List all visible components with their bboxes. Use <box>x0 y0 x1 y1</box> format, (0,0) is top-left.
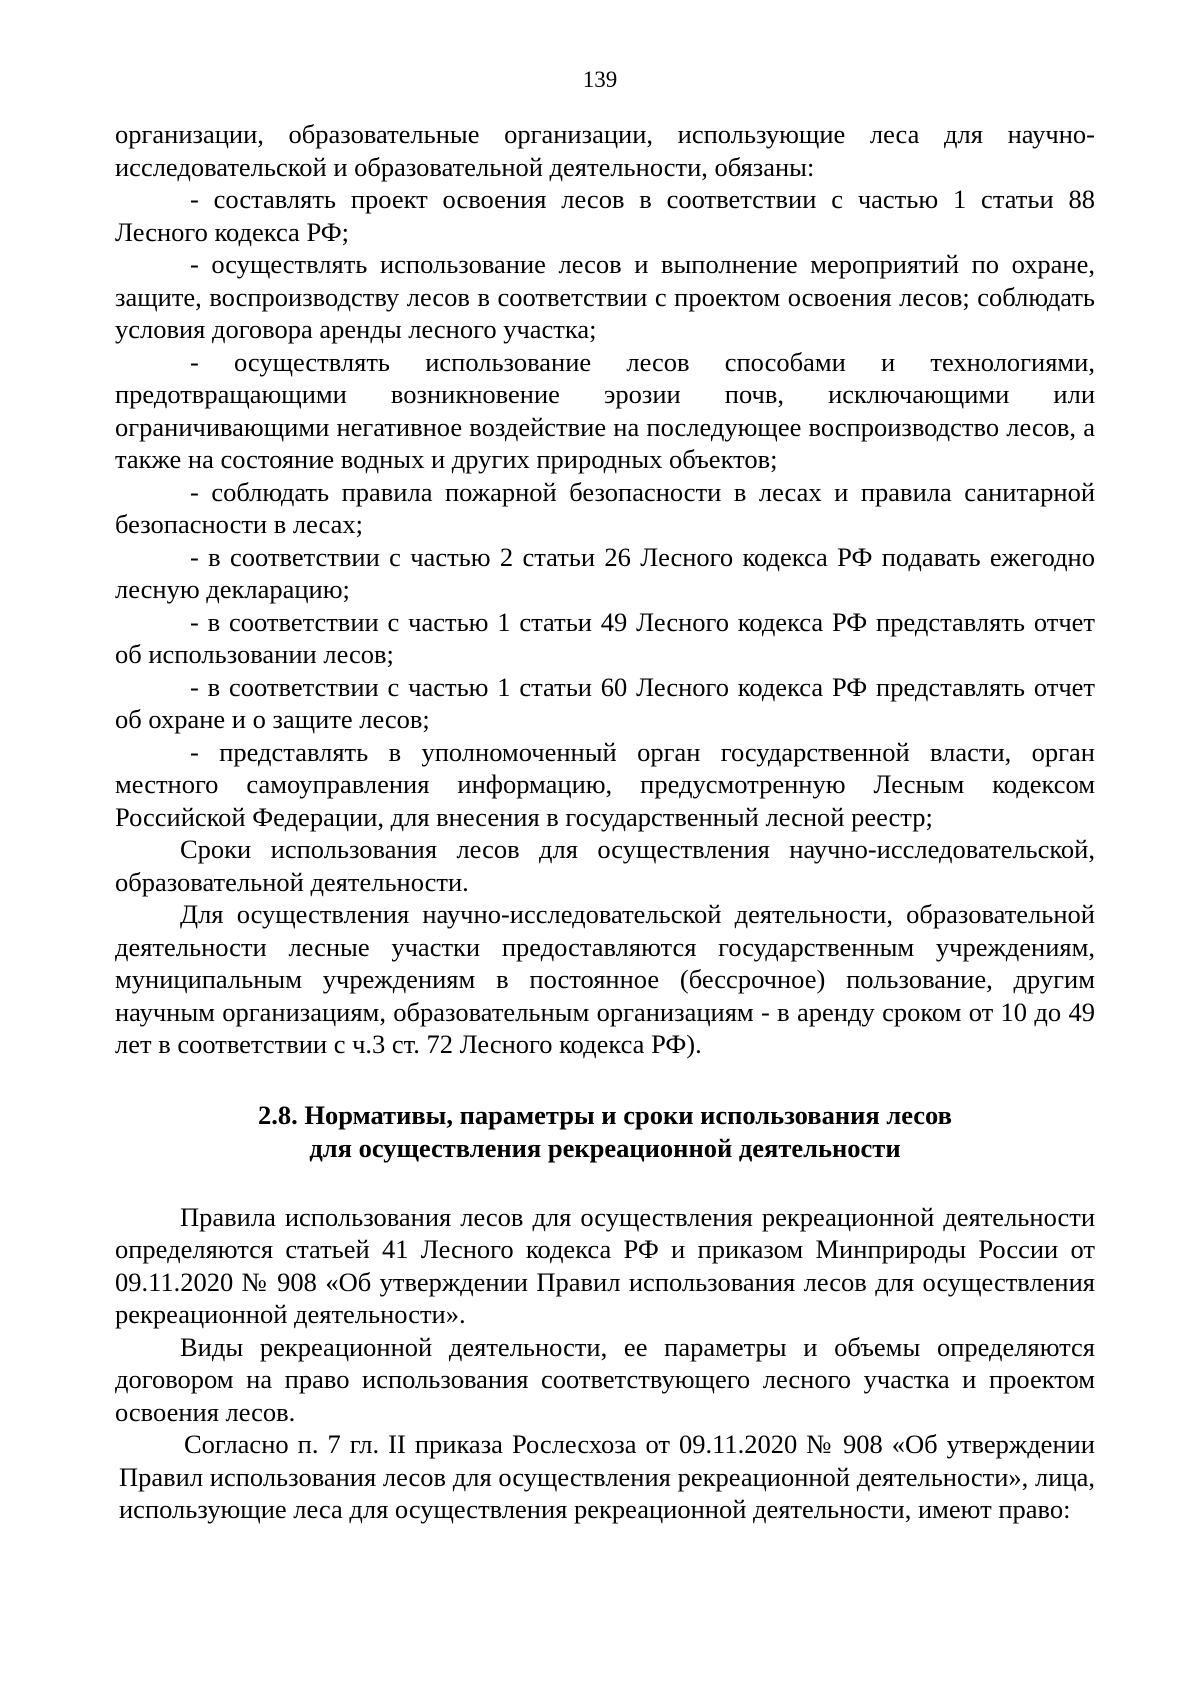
document-body <box>115 118 1095 1526</box>
list-item: - составлять проект освоения лесов в соответствии с частью 1 статьи 88 Лесного кодекса РФ; <box>115 184 1095 247</box>
paragraph: Виды рекреационной деятельности, ее параметры и объемы определяются договором на право использования соответствующего лесного участка и проектом освоения лесов. <box>115 1331 1095 1427</box>
list-item: - в соответствии с частью 1 статьи 60 Лесного кодекса РФ представлять отчет об охране и о защите лесов; <box>115 671 1095 734</box>
section-heading <box>115 1099 1095 1165</box>
section-heading-line: 2.8. Нормативы, параметры и сроки использования лесов <box>258 1099 952 1130</box>
list-item: - осуществлять использование лесов и выполнение мероприятий по охране, защите, воспроизводству лесов в соответствии с проектом освоения лесов; соблюдать условия договора аренды лесного участка; <box>115 249 1095 344</box>
list-item: - осуществлять использование лесов способами и технологиями, предотвращающими возникновение эрозии почв, исключающими или ограничивающими негативное воздействие на последующее воспроизводство лесов, а также на состояние водных и других природных объектов; <box>115 346 1095 474</box>
paragraph: Для осуществления научно-исследовательской деятельности, образовательной деятельности лесные участки предоставляются государственным учреждениям, муниципальным учреждениям в постоянное (бессрочное) пользование, другим научным организациям, образовательным организациям - в аренду сроком от 10 до 49 лет в соответствии с ч.3 ст. 72 Лесного кодекса РФ). <box>115 899 1095 1059</box>
list-item: - в соответствии с частью 1 статьи 49 Лесного кодекса РФ представлять отчет об использовании лесов; <box>115 606 1095 669</box>
paragraph: Правила использования лесов для осуществления рекреационной деятельности определяются статьей 41 Лесного кодекса РФ и приказом Минприроды России от 09.11.2020 № 908 «Об утверждении Правил использования лесов для осуществления рекреационной деятельности». <box>115 1201 1095 1329</box>
page-number: 139 <box>582 67 618 92</box>
paragraph: Согласно п. 7 гл. II приказа Рослесхоза от 09.11.2020 № 908 «Об утверждении Правил использования лесов для осуществления рекреационной деятельности», лица, использующие леса для осуществления рекреационной деятельности, имеют право: <box>119 1429 1095 1524</box>
list-item: - в соответствии с частью 2 статьи 26 Лесного кодекса РФ подавать ежегодно лесную декларацию; <box>115 541 1095 604</box>
list-item: - соблюдать правила пожарной безопасности в лесах и правила санитарной безопасности в лесах; <box>115 476 1095 539</box>
paragraph: Сроки использования лесов для осуществления научно-исследовательской, образовательной деятельности. <box>115 834 1095 897</box>
paragraph: организации, образовательные организации, использующие леса для научно-исследовательской и образовательной деятельности, обязаны: <box>115 119 1095 182</box>
section-heading-line: для осуществления рекреационной деятельности <box>309 1132 901 1163</box>
list-item: - представлять в уполномоченный орган государственной власти, орган местного самоуправления информацию, предусмотренную Лесным кодексом Российской Федерации, для внесения в государственный лесной реестр; <box>115 736 1095 832</box>
